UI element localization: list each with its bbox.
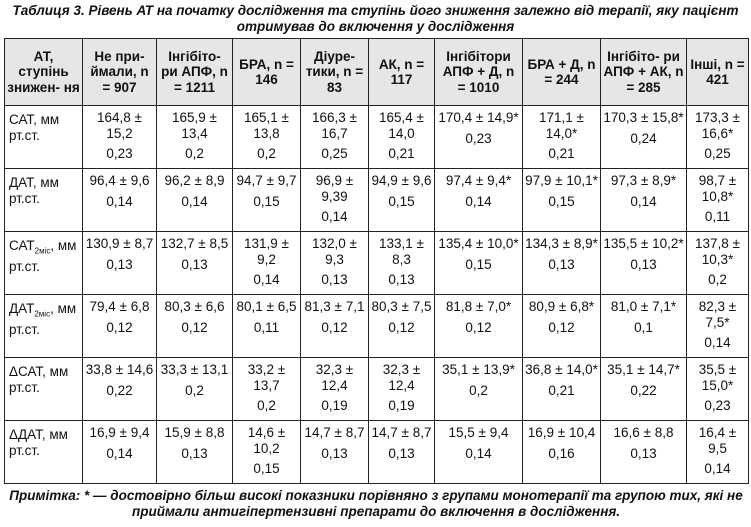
cell-p: 0,22 — [106, 382, 133, 398]
table-row — [5, 169, 749, 232]
cell-value: 32,3 ± 12,4 — [315, 362, 354, 393]
cell-p: 0,14 — [253, 272, 280, 287]
row-label: $ДАТ_{2міс}$, мм рт.ст. — [5, 295, 83, 358]
cell-value: 35,1 ± 14,7* — [607, 362, 680, 377]
cell-p: 0,21 — [548, 146, 575, 161]
table-note: Примітка: * — достовірно більш високі показники порівняно з групами монотерапії та групою тих, які не приймали антигіпертензивні препарати до включення в дослідження. — [9, 488, 743, 519]
cell-p: 0,24 — [630, 130, 657, 146]
cell-value: 16,6 ± 8,8 — [613, 425, 674, 440]
cell-p: 0,13 — [321, 445, 348, 461]
cell-p: 0,13 — [548, 256, 575, 272]
data-cell — [601, 295, 687, 358]
header-cell: Не при- ймали, n = 907 — [83, 39, 157, 106]
cell-value: 96,9 ± 9,39 — [315, 173, 354, 204]
data-cell — [523, 232, 601, 295]
cell-value: 81,0 ± 7,1* — [610, 299, 677, 314]
data-cell — [233, 295, 301, 358]
cell-p: 0,12 — [321, 319, 348, 335]
header-cell: Інгібітори АПФ + Д, n = 1010 — [435, 39, 523, 106]
cell-p: 0,14 — [704, 461, 731, 476]
data-cell — [369, 358, 435, 421]
cell-p: 0,25 — [704, 146, 731, 161]
cell-p: 0,25 — [321, 146, 348, 161]
cell-value: 171,1 ± 14,0* — [539, 110, 584, 141]
data-cell — [435, 169, 523, 232]
data-cell — [233, 169, 301, 232]
cell-value: 80,9 ± 6,8* — [528, 299, 595, 314]
row-label: ΔДАТ, мм рт.ст. — [5, 421, 83, 484]
cell-value: 80,3 ± 7,5 — [371, 299, 432, 314]
cell-p: 0,13 — [630, 256, 657, 272]
header-cell: Діуре- тики, n = 83 — [301, 39, 369, 106]
cell-p: 0,16 — [548, 445, 575, 461]
cell-value: 135,4 ± 10,0* — [438, 236, 519, 251]
row-label: САТ, мм рт.ст. — [5, 106, 83, 169]
cell-value: 94,7 ± 9,7 — [236, 173, 297, 188]
data-cell — [601, 232, 687, 295]
table-row — [5, 358, 749, 421]
data-cell — [687, 421, 749, 484]
data-cell — [687, 106, 749, 169]
data-cell — [157, 232, 233, 295]
cell-p: 0,19 — [321, 398, 348, 413]
data-cell — [157, 169, 233, 232]
cell-p: 0,13 — [181, 256, 208, 272]
data-cell — [523, 421, 601, 484]
cell-value: 80,1 ± 6,5 — [236, 299, 297, 314]
cell-p: 0,14 — [106, 445, 133, 461]
data-cell — [157, 358, 233, 421]
header-cell: БРА + Д, n = 244 — [523, 39, 601, 106]
data-cell — [435, 358, 523, 421]
data-cell — [687, 358, 749, 421]
data-cell — [601, 169, 687, 232]
cell-p: 0,13 — [388, 272, 415, 287]
data-cell — [369, 295, 435, 358]
cell-value: 170,4 ± 14,9* — [438, 110, 519, 125]
cell-p: 0,13 — [630, 445, 657, 461]
cell-value: 14,7 ± 8,7 — [304, 425, 365, 440]
cell-value: 96,2 ± 8,9 — [164, 173, 225, 188]
data-cell — [687, 169, 749, 232]
header-cell: Інші, n = 421 — [687, 39, 749, 106]
cell-p: 0,22 — [630, 382, 657, 398]
cell-p: 0,13 — [321, 272, 348, 287]
cell-value: 97,9 ± 10,1* — [525, 173, 598, 188]
data-cell — [435, 295, 523, 358]
data-cell — [83, 421, 157, 484]
row-label: $САТ_{2міс}$, мм рт.ст. — [5, 232, 83, 295]
data-cell — [523, 295, 601, 358]
data-cell — [301, 106, 369, 169]
data-cell — [301, 169, 369, 232]
data-cell — [233, 358, 301, 421]
cell-p: 0,2 — [185, 146, 204, 161]
cell-value: 130,9 ± 8,7 — [85, 236, 154, 251]
data-cell — [687, 295, 749, 358]
cell-value: 98,7 ± 10,8* — [698, 173, 737, 204]
header-cell: Інгібіто- ри АПФ, n = 1211 — [157, 39, 233, 106]
cell-value: 134,3 ± 8,9* — [525, 236, 598, 251]
data-cell — [83, 232, 157, 295]
table-row — [5, 421, 749, 484]
cell-p: 0,2 — [257, 398, 276, 413]
cell-p: 0,15 — [253, 193, 280, 209]
cell-value: 81,8 ± 7,0* — [445, 299, 512, 314]
cell-p: 0,13 — [388, 445, 415, 461]
data-cell — [369, 169, 435, 232]
cell-p: 0,14 — [465, 445, 492, 461]
data-cell — [523, 169, 601, 232]
cell-p: 0,2 — [257, 146, 276, 161]
data-cell — [523, 106, 601, 169]
cell-value: 15,5 ± 9,4 — [448, 425, 509, 440]
data-cell — [301, 358, 369, 421]
cell-value: 32,3 ± 12,4 — [382, 362, 421, 393]
cell-value: 33,8 ± 14,6 — [85, 362, 154, 377]
cell-p: 0,14 — [321, 209, 348, 224]
data-cell — [435, 106, 523, 169]
data-cell — [601, 358, 687, 421]
cell-p: 0,12 — [548, 319, 575, 335]
cell-value: 35,1 ± 13,9* — [442, 362, 515, 377]
data-cell — [601, 421, 687, 484]
cell-p: 0,12 — [106, 319, 133, 335]
cell-value: 36,8 ± 14,0* — [525, 362, 598, 377]
cell-p: 0,1 — [634, 319, 653, 335]
cell-value: 166,3 ± 16,7 — [312, 110, 357, 141]
data-cell — [233, 232, 301, 295]
cell-value: 165,1 ± 13,8 — [244, 110, 289, 141]
data-cell — [601, 106, 687, 169]
cell-value: 173,3 ± 16,6* — [695, 110, 740, 141]
cell-p: 0,12 — [465, 319, 492, 335]
cell-p: 0,14 — [181, 193, 208, 209]
cell-p: 0,15 — [253, 461, 280, 476]
cell-p: 0,23 — [465, 130, 492, 146]
data-cell — [369, 421, 435, 484]
cell-value: 132,0 ± 9,3 — [312, 236, 357, 267]
data-cell — [301, 295, 369, 358]
data-cell — [83, 295, 157, 358]
data-cell — [233, 106, 301, 169]
cell-value: 165,9 ± 13,4 — [172, 110, 217, 141]
cell-value: 170,3 ± 15,8* — [603, 110, 684, 125]
data-cell — [369, 106, 435, 169]
cell-p: 0,11 — [253, 319, 280, 335]
header-cell: АТ, ступінь знижен- ня — [5, 39, 83, 106]
data-cell — [83, 169, 157, 232]
data-cell — [157, 106, 233, 169]
cell-p: 0,23 — [106, 146, 133, 161]
data-cell — [301, 421, 369, 484]
data-cell — [523, 358, 601, 421]
header-cell: БРА, n = 146 — [233, 39, 301, 106]
cell-value: 16,4 ± 9,5 — [698, 425, 737, 456]
cell-p: 0,15 — [548, 193, 575, 209]
cell-value: 33,2 ± 13,7 — [247, 362, 286, 393]
table-row — [5, 295, 749, 358]
data-cell — [369, 232, 435, 295]
cell-p: 0,14 — [465, 193, 492, 209]
cell-p: 0,15 — [465, 256, 492, 272]
cell-value: 79,4 ± 6,8 — [89, 299, 150, 314]
data-cell — [157, 295, 233, 358]
cell-value: 135,5 ± 10,2* — [603, 236, 684, 251]
data-cell — [157, 421, 233, 484]
table-row — [5, 106, 749, 169]
cell-p: 0,13 — [181, 445, 208, 461]
cell-value: 94,9 ± 9,6 — [371, 173, 432, 188]
cell-p: 0,23 — [704, 398, 731, 413]
cell-value: 80,3 ± 6,6 — [164, 299, 225, 314]
table-title: Таблиця 3. Рівень АТ на початку дослідження та ступінь його зниження залежно від терапії, яку пацієнт отримував до включення у дослідження — [12, 3, 739, 34]
cell-p: 0,2 — [185, 382, 204, 398]
cell-value: 132,7 ± 8,5 — [160, 236, 229, 251]
header-row — [5, 39, 749, 106]
cell-p: 0,21 — [548, 382, 575, 398]
data-cell — [83, 106, 157, 169]
cell-p: 0,11 — [704, 209, 731, 224]
cell-p: 0,2 — [469, 382, 488, 398]
cell-p: 0,2 — [708, 272, 727, 287]
data-cell — [435, 421, 523, 484]
cell-value: 16,9 ± 9,4 — [89, 425, 150, 440]
cell-value: 131,9 ± 9,2 — [244, 236, 289, 267]
data-cell — [301, 232, 369, 295]
table-row — [5, 232, 749, 295]
header-cell: АК, n = 117 — [369, 39, 435, 106]
cell-value: 35,5 ± 15,0* — [698, 362, 737, 393]
cell-p: 0,14 — [630, 193, 657, 209]
cell-p: 0,13 — [106, 256, 133, 272]
cell-value: 164,8 ± 15,2 — [97, 110, 142, 141]
cell-value: 96,4 ± 9,6 — [89, 173, 150, 188]
cell-value: 33,3 ± 13,1 — [160, 362, 229, 377]
cell-value: 137,8 ± 10,3* — [695, 236, 740, 267]
cell-p: 0,12 — [181, 319, 208, 335]
cell-value: 165,4 ± 14,0 — [379, 110, 424, 141]
data-cell — [435, 232, 523, 295]
header-cell: Інгібіто- ри АПФ + АК, n = 285 — [601, 39, 687, 106]
cell-p: 0,19 — [388, 398, 415, 413]
cell-value: 82,3 ± 7,5* — [698, 299, 737, 330]
cell-value: 14,6 ± 10,2 — [247, 425, 286, 456]
cell-p: 0,12 — [388, 319, 415, 335]
row-label: ДАТ, мм рт.ст. — [5, 169, 83, 232]
bp-table — [4, 38, 749, 484]
cell-p: 0,21 — [388, 146, 415, 161]
cell-p: 0,14 — [106, 193, 133, 209]
cell-value: 133,1 ± 8,3 — [379, 236, 424, 267]
data-cell — [83, 358, 157, 421]
row-label: ΔСАТ, мм рт.ст. — [5, 358, 83, 421]
cell-p: 0,15 — [388, 193, 415, 209]
data-cell — [687, 232, 749, 295]
cell-value: 16,9 ± 10,4 — [527, 425, 596, 440]
cell-value: 14,7 ± 8,7 — [371, 425, 432, 440]
cell-value: 97,3 ± 8,9* — [610, 173, 677, 188]
cell-value: 15,9 ± 8,8 — [164, 425, 225, 440]
data-cell — [233, 421, 301, 484]
cell-value: 97,4 ± 9,4* — [445, 173, 512, 188]
cell-value: 81,3 ± 7,1 — [304, 299, 365, 314]
cell-p: 0,14 — [704, 335, 731, 350]
